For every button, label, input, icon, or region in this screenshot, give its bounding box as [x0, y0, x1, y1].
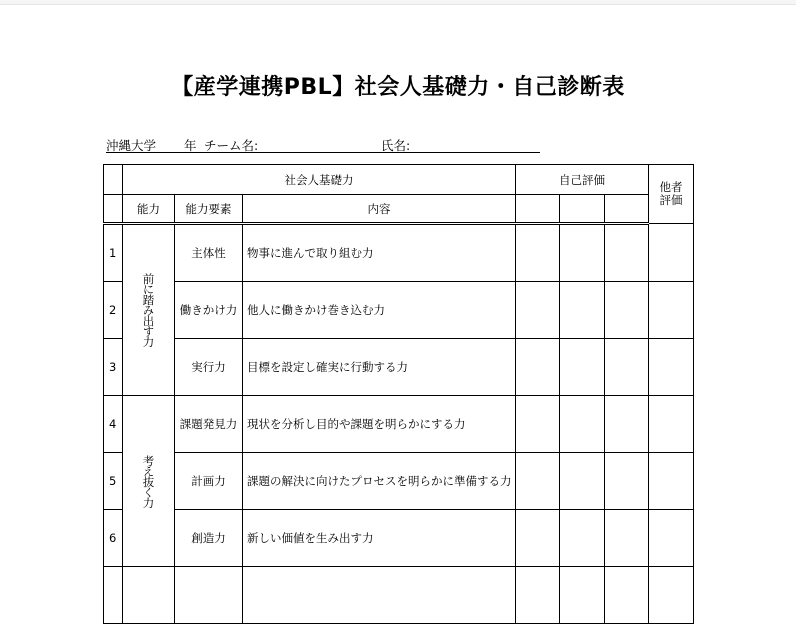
self-eval-cell[interactable]	[516, 339, 560, 396]
row-number: 1	[104, 224, 123, 282]
row-number: 6	[104, 510, 123, 567]
row-number: 2	[104, 282, 123, 339]
header-row-2	[104, 195, 694, 224]
self-eval-cell[interactable]	[560, 195, 605, 224]
header-other-cell	[649, 165, 694, 224]
self-eval-cell[interactable]	[560, 567, 605, 624]
table-row	[104, 567, 694, 624]
table-row	[104, 282, 694, 339]
other-eval-cell[interactable]	[649, 282, 694, 339]
content-cell: 新しい価値を生み出す力	[243, 510, 516, 567]
element-cell	[175, 567, 243, 624]
self-eval-cell[interactable]	[516, 282, 560, 339]
col-content-header: 内容	[243, 195, 516, 224]
other-eval-cell[interactable]	[649, 396, 694, 453]
content-cell	[243, 567, 516, 624]
self-eval-cell[interactable]	[605, 453, 649, 510]
row-number: 5	[104, 453, 123, 510]
self-eval-cell[interactable]	[516, 396, 560, 453]
table-row	[104, 510, 694, 567]
self-eval-cell[interactable]	[516, 195, 560, 224]
self-eval-cell[interactable]	[560, 510, 605, 567]
other-eval-cell[interactable]	[649, 339, 694, 396]
content-cell: 目標を設定し確実に行動する力	[243, 339, 516, 396]
page-title: 【産学連携PBL】社会人基礎力・自己診断表	[171, 75, 625, 100]
self-eval-cell[interactable]	[605, 195, 649, 224]
row-number: 3	[104, 339, 123, 396]
self-eval-cell[interactable]	[605, 396, 649, 453]
content-cell: 現状を分析し目的や課題を明らかにする力	[243, 396, 516, 453]
ability-group-cell	[123, 396, 175, 567]
col-ability-header: 能力	[123, 195, 175, 224]
num-header-cell	[104, 195, 123, 224]
row-number	[104, 567, 123, 624]
header-other-label: 他者評価	[659, 180, 683, 207]
ability-group-cell	[123, 567, 175, 624]
element-cell: 主体性	[175, 224, 243, 282]
name-label: 氏名:	[381, 138, 411, 153]
other-eval-cell[interactable]	[649, 567, 694, 624]
corner-cell	[104, 165, 123, 195]
ability-group-label: 前に踏み出す力	[141, 273, 156, 347]
self-eval-cell[interactable]	[516, 567, 560, 624]
self-eval-cell[interactable]	[605, 339, 649, 396]
self-eval-cell[interactable]	[605, 224, 649, 282]
university-label: 沖縄大学	[106, 138, 157, 153]
element-cell: 課題発見力	[175, 396, 243, 453]
info-line	[106, 136, 540, 153]
header-row-1	[104, 165, 694, 195]
table-row	[104, 339, 694, 396]
table-row	[104, 224, 694, 282]
self-eval-cell[interactable]	[516, 224, 560, 282]
self-eval-cell[interactable]	[516, 453, 560, 510]
table-row	[104, 396, 694, 453]
self-eval-cell[interactable]	[560, 339, 605, 396]
self-eval-cell[interactable]	[560, 282, 605, 339]
element-cell: 働きかけ力	[175, 282, 243, 339]
assessment-table	[103, 164, 694, 624]
self-eval-cell[interactable]	[516, 510, 560, 567]
content-cell: 物事に進んで取り組む力	[243, 224, 516, 282]
self-eval-cell[interactable]	[560, 453, 605, 510]
year-label: 年	[184, 138, 197, 153]
self-eval-cell[interactable]	[605, 510, 649, 567]
row-number: 4	[104, 396, 123, 453]
header-group-cell: 社会人基礎力	[123, 165, 516, 195]
self-eval-cell[interactable]	[560, 224, 605, 282]
element-cell: 計画力	[175, 453, 243, 510]
col-element-header: 能力要素	[175, 195, 243, 224]
other-eval-cell[interactable]	[649, 510, 694, 567]
self-eval-cell[interactable]	[605, 282, 649, 339]
header-self-cell: 自己評価	[516, 165, 649, 195]
other-eval-cell[interactable]	[649, 224, 694, 282]
element-cell: 実行力	[175, 339, 243, 396]
element-cell: 創造力	[175, 510, 243, 567]
other-eval-cell[interactable]	[649, 453, 694, 510]
self-eval-cell[interactable]	[605, 567, 649, 624]
self-eval-cell[interactable]	[560, 396, 605, 453]
table-row	[104, 453, 694, 510]
content-cell: 他人に働きかけ巻き込む力	[243, 282, 516, 339]
content-cell: 課題の解決に向けたプロセスを明らかに準備する力	[243, 453, 516, 510]
ability-group-cell	[123, 224, 175, 396]
viewer-top-bar	[0, 0, 796, 5]
ability-group-label: 考え抜く力	[141, 454, 156, 508]
team-label: チーム名:	[204, 138, 259, 153]
